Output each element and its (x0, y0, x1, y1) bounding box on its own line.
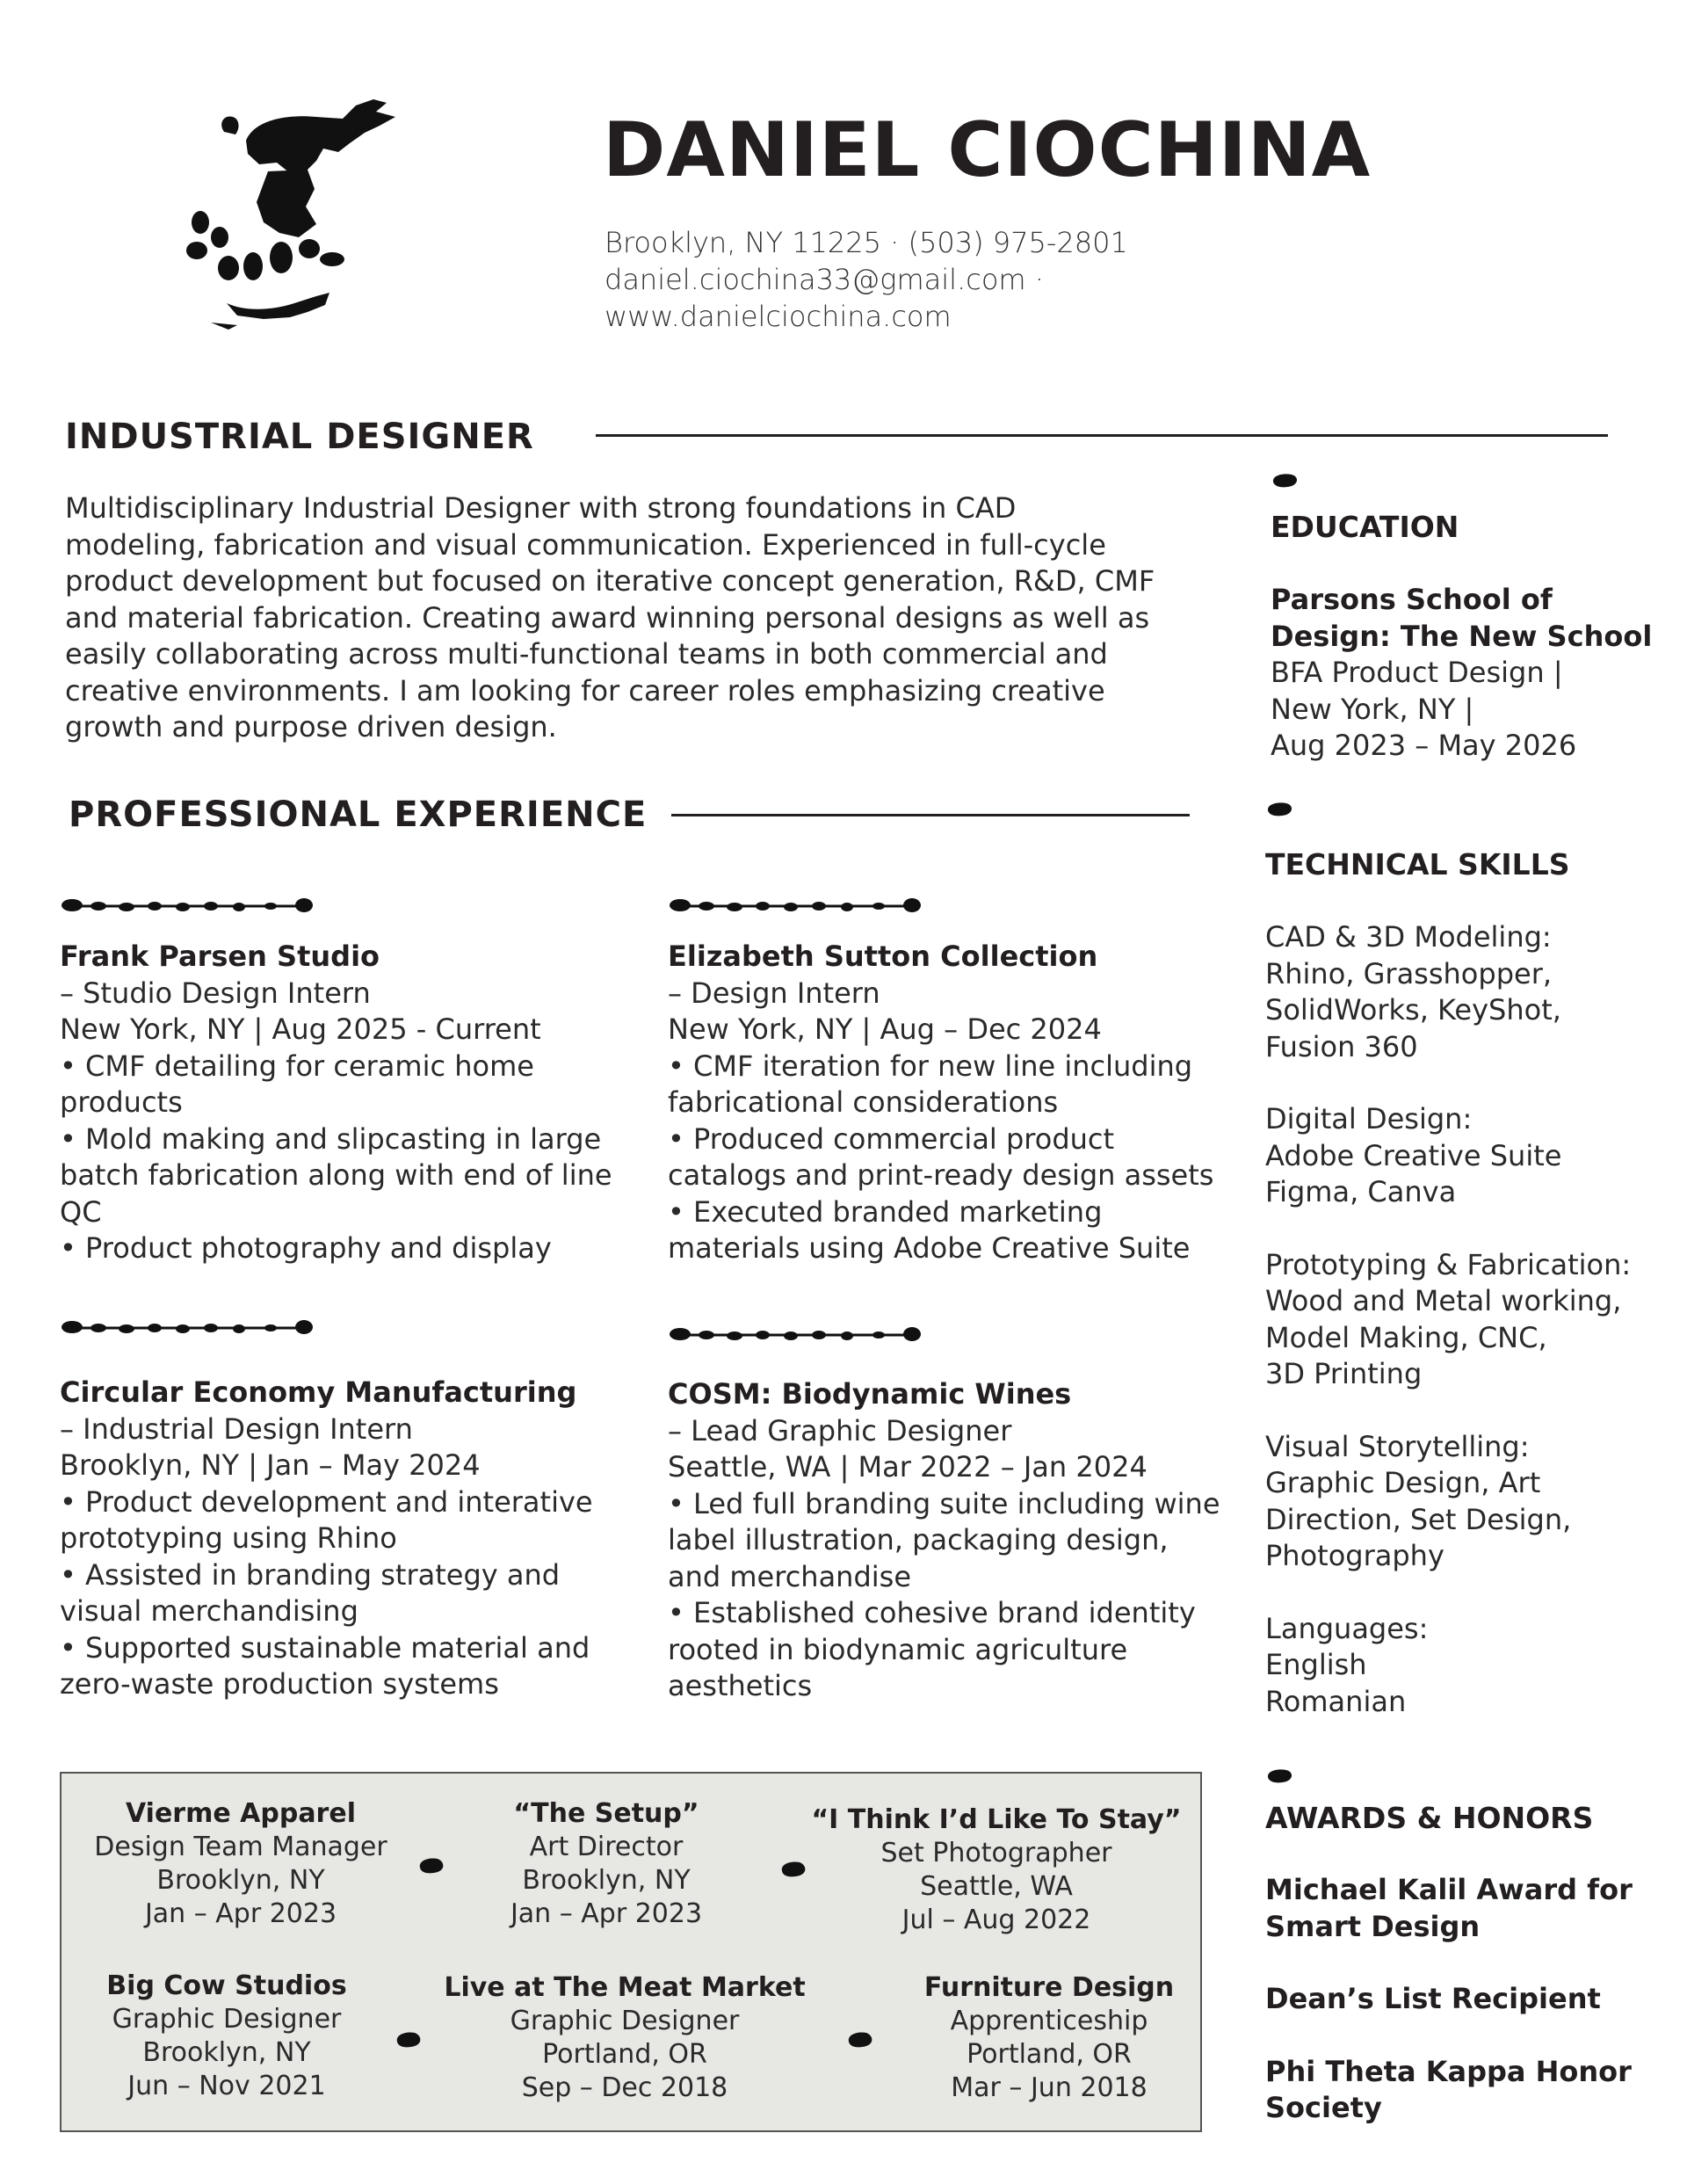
job-line: • Product development and interative (60, 1484, 593, 1519)
skill-line: Photography (1265, 1539, 1444, 1572)
bullet-blob-icon (1271, 471, 1300, 490)
education-line: BFA Product Design | (1271, 656, 1563, 689)
gig-company: Furniture Design (923, 1972, 1175, 2003)
summary-line: Multidisciplinary Industrial Designer with strong foundations in CAD (65, 491, 1017, 525)
bullet-blob-icon (1265, 800, 1295, 819)
job-line: rooted in biodynamic agriculture (668, 1632, 1128, 1666)
gig-company: Vierme Apparel (125, 1798, 356, 1829)
job-line: • Executed branded marketing (668, 1194, 1103, 1229)
summary-title: INDUSTRIAL DESIGNER (65, 417, 534, 457)
skill-label: Visual Storytelling: (1265, 1429, 1530, 1463)
award-item: Smart Design (1265, 1909, 1481, 1943)
gig-company: “I Think I’d Like To Stay” (811, 1804, 1182, 1835)
job-line: • Product photography and display (60, 1231, 552, 1265)
skill-line: Model Making, CNC, (1265, 1320, 1547, 1354)
awards-title: AWARDS & HONORS (1265, 1801, 1594, 1835)
job-role: – Lead Graphic Designer (668, 1413, 1012, 1448)
contact-email[interactable]: daniel.ciochina33@gmail.com · (605, 263, 1044, 296)
job-line: prototyping using Rhino (60, 1521, 397, 1555)
job-line: • Supported sustainable material and (60, 1630, 590, 1665)
job-role: – Studio Design Intern (60, 976, 371, 1010)
gig-entry (431, 1971, 818, 2105)
gig-role: Graphic Designer (510, 2006, 740, 2036)
job-line: • CMF detailing for ceramic home (60, 1048, 534, 1083)
education-line: New York, NY | (1271, 692, 1474, 726)
summary-line: growth and purpose driven design. (65, 710, 557, 744)
skills-list (1265, 919, 1631, 1720)
job-role: – Design Intern (668, 976, 880, 1010)
job-place-date: Seattle, WA | Mar 2022 – Jan 2024 (668, 1450, 1148, 1484)
gig-entry (803, 1803, 1190, 1937)
gig-place: Portland, OR (542, 2039, 707, 2070)
summary-rule (596, 434, 1608, 437)
skill-label: CAD & 3D Modeling: (1265, 920, 1552, 954)
job-line: and merchandise (668, 1559, 912, 1593)
bullet-blob-icon (1265, 1767, 1295, 1786)
gig-entry (47, 1797, 434, 1931)
contact-address-phone: Brooklyn, NY 11225 · (503) 975-2801 (605, 226, 1128, 259)
job-company: Elizabeth Sutton Collection (668, 940, 1098, 973)
job-line: materials using Adobe Creative Suite (668, 1231, 1191, 1265)
skill-line: Fusion 360 (1265, 1029, 1418, 1063)
gig-place: Portland, OR (967, 2039, 1132, 2070)
job-entry (668, 1376, 1220, 1705)
summary-line: creative environments. I am looking for career roles emphasizing creative (65, 673, 1105, 707)
job-line: • Assisted in branding strategy and (60, 1557, 561, 1592)
summary-line: and material fabrication. Creating award winning personal designs as well as (65, 600, 1150, 635)
awards-list (1265, 1872, 1633, 2127)
gig-entry (33, 1970, 420, 2103)
education-entry (1271, 582, 1652, 765)
logo-mark (176, 92, 404, 347)
separator-blob-icon (778, 1860, 808, 1879)
education-school: Design: The New School (1271, 619, 1653, 653)
gig-date: Mar – Jun 2018 (951, 2072, 1148, 2103)
gig-entry (413, 1797, 800, 1931)
skill-line: English (1265, 1648, 1367, 1681)
job-place-date: Brooklyn, NY | Jan – May 2024 (60, 1448, 481, 1482)
gig-place: Brooklyn, NY (142, 2037, 311, 2068)
job-line: • Produced commercial product (668, 1121, 1115, 1156)
gig-company: “The Setup” (513, 1798, 699, 1829)
gig-role: Graphic Designer (112, 2004, 342, 2035)
award-item: Society (1265, 2091, 1382, 2124)
job-place-date: New York, NY | Aug 2025 - Current (60, 1012, 541, 1046)
gig-role: Set Photographer (880, 1838, 1112, 1868)
applicant-name: DANIEL CIOCHINA (603, 106, 1372, 194)
squiggle-divider (60, 1315, 315, 1341)
skill-line: Direction, Set Design, (1265, 1502, 1572, 1536)
skill-line: Rhino, Grasshopper, (1265, 956, 1553, 990)
job-line: • Mold making and slipcasting in large (60, 1121, 602, 1156)
gig-date: Sep – Dec 2018 (521, 2072, 728, 2103)
education-school: Parsons School of (1271, 583, 1553, 616)
job-line: label illustration, packaging design, (668, 1523, 1169, 1556)
job-company: Frank Parsen Studio (60, 940, 380, 973)
gig-company: Big Cow Studios (106, 1970, 347, 2001)
gig-date: Jan – Apr 2023 (144, 1898, 337, 1929)
summary-line: modeling, fabrication and visual communication. Experienced in full-cycle (65, 527, 1106, 562)
squiggle-divider (668, 1322, 923, 1348)
separator-blob-icon (394, 2030, 424, 2050)
job-company: COSM: Biodynamic Wines (668, 1377, 1072, 1411)
gig-date: Jun – Nov 2021 (127, 2071, 326, 2101)
gig-place: Brooklyn, NY (522, 1865, 691, 1896)
job-entry (60, 939, 612, 1267)
gig-role: Art Director (529, 1832, 684, 1862)
skill-line: Figma, Canva (1265, 1175, 1457, 1208)
skill-line: Graphic Design, Art (1265, 1466, 1541, 1499)
skill-label: Languages: (1265, 1611, 1429, 1645)
skill-line: Adobe Creative Suite (1265, 1138, 1562, 1172)
summary-text (65, 490, 1207, 746)
education-title: EDUCATION (1271, 510, 1459, 544)
contact-website[interactable]: www.danielciochina.com (605, 300, 952, 333)
summary-line: product development but focused on iterative concept generation, R&D, CMF (65, 564, 1155, 598)
award-item: Michael Kalil Award for (1265, 1873, 1633, 1906)
job-line: fabricational considerations (668, 1085, 1059, 1119)
job-line: • CMF iteration for new line including (668, 1048, 1193, 1083)
job-line: zero-waste production systems (60, 1667, 499, 1701)
job-entry (60, 1375, 593, 1703)
job-line: batch fabrication along with end of line (60, 1158, 612, 1192)
contact-info (605, 224, 1128, 335)
award-item: Dean’s List Recipient (1265, 1982, 1601, 2015)
separator-blob-icon (416, 1856, 446, 1876)
award-item: Phi Theta Kappa Honor (1265, 2054, 1632, 2088)
squiggle-divider (60, 893, 315, 919)
separator-blob-icon (845, 2030, 875, 2050)
job-line: aesthetics (668, 1669, 813, 1702)
experience-rule (671, 814, 1190, 816)
gig-role: Apprenticeship (950, 2006, 1148, 2036)
skill-line: Romanian (1265, 1684, 1407, 1718)
job-line: catalogs and print-ready design assets (668, 1158, 1214, 1192)
squiggle-divider (668, 893, 923, 919)
job-role: – Industrial Design Intern (60, 1411, 413, 1446)
gig-place: Brooklyn, NY (156, 1865, 325, 1896)
experience-title: PROFESSIONAL EXPERIENCE (69, 795, 648, 835)
gig-entry (856, 1971, 1242, 2105)
job-company: Circular Economy Manufacturing (60, 1375, 577, 1409)
gig-role: Design Team Manager (94, 1832, 387, 1862)
job-line: • Led full branding suite including wine (668, 1486, 1220, 1520)
education-line: Aug 2023 – May 2026 (1271, 729, 1577, 762)
summary-line: easily collaborating across multi-functional teams in both commercial and (65, 637, 1108, 671)
job-entry (668, 939, 1213, 1267)
skills-title: TECHNICAL SKILLS (1265, 847, 1570, 882)
job-line: visual merchandising (60, 1594, 358, 1628)
skill-label: Prototyping & Fabrication: (1265, 1247, 1632, 1281)
skill-line: 3D Printing (1265, 1357, 1423, 1390)
gig-date: Jul – Aug 2022 (901, 1905, 1091, 1935)
skill-line: Wood and Metal working, (1265, 1284, 1622, 1317)
job-place-date: New York, NY | Aug – Dec 2024 (668, 1012, 1102, 1046)
gig-company: Live at The Meat Market (444, 1972, 806, 2003)
gig-place: Seattle, WA (920, 1871, 1073, 1902)
job-line: QC (60, 1194, 102, 1229)
job-line: • Established cohesive brand identity (668, 1596, 1196, 1629)
gig-date: Jan – Apr 2023 (510, 1898, 703, 1929)
skill-label: Digital Design: (1265, 1102, 1473, 1136)
skill-line: SolidWorks, KeyShot, (1265, 993, 1561, 1027)
job-line: products (60, 1085, 183, 1119)
